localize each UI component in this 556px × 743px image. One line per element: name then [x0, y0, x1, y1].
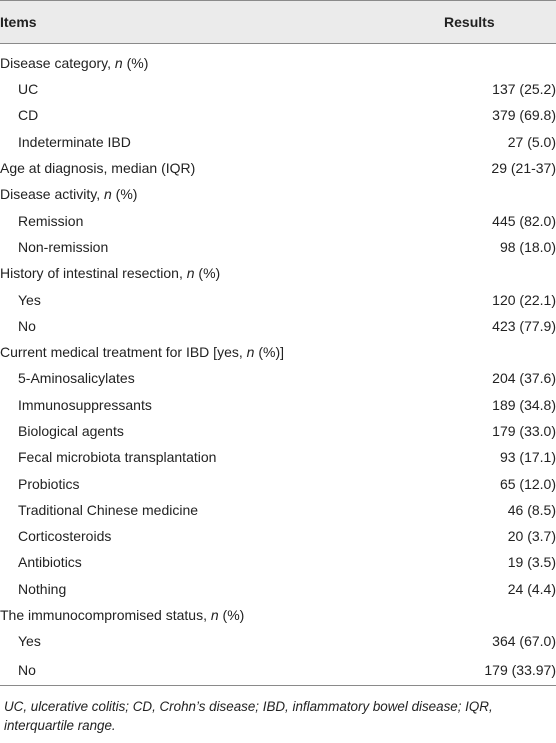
table-row	[0, 102, 556, 128]
item-cell	[0, 628, 444, 654]
table-row	[0, 418, 556, 444]
table-section-row	[0, 181, 556, 207]
item-cell	[0, 181, 444, 207]
result-cell: 423 (77.9)	[492, 317, 556, 334]
items-column-header: Items	[0, 1, 444, 44]
item-cell	[0, 470, 444, 496]
item-cell	[0, 392, 444, 418]
table-section-row	[0, 260, 556, 286]
result-cell	[444, 181, 556, 207]
result-cell: 364 (67.0)	[492, 633, 556, 650]
item-label-italic: n	[186, 265, 195, 282]
result-cell	[444, 339, 556, 365]
table-row	[0, 628, 556, 654]
table-row	[0, 576, 556, 602]
item-label-italic: n	[246, 344, 255, 361]
item-label: Remission	[18, 212, 84, 229]
item-label: Nothing	[18, 580, 67, 597]
item-label-suffix: (%)	[122, 55, 149, 71]
table-section-row	[0, 44, 556, 77]
table-row	[0, 523, 556, 549]
item-cell	[0, 155, 444, 181]
item-label: No	[18, 661, 36, 678]
item-label: History of intestinal resection,	[0, 265, 187, 282]
table-row	[0, 549, 556, 575]
item-label: The immunocompromised status,	[0, 607, 211, 624]
result-cell: 204 (37.6)	[492, 370, 556, 387]
item-cell	[0, 444, 444, 470]
item-cell	[0, 313, 444, 339]
item-label: UC	[18, 81, 39, 98]
result-cell: 93 (17.1)	[499, 449, 556, 466]
item-label: 5-Aminosalicylates	[18, 370, 135, 387]
item-cell	[0, 234, 444, 260]
result-cell	[444, 44, 556, 77]
item-label: Indeterminate IBD	[18, 133, 131, 150]
result-cell: 379 (69.8)	[492, 107, 556, 124]
result-cell: 20 (3.7)	[507, 528, 556, 545]
result-cell: 445 (82.0)	[492, 212, 556, 229]
result-cell: 19 (3.5)	[507, 554, 556, 571]
result-cell	[444, 602, 556, 628]
item-label: Yes	[18, 291, 41, 308]
item-label: Current medical treatment for IBD [yes,	[0, 344, 247, 361]
table-row	[0, 655, 556, 686]
item-label-italic: n	[210, 607, 219, 624]
table-row	[0, 365, 556, 391]
table-section-row	[0, 602, 556, 628]
item-label: Traditional Chinese medicine	[18, 501, 199, 518]
item-cell	[0, 339, 444, 365]
result-cell: 46 (8.5)	[507, 501, 556, 518]
table-body	[0, 44, 556, 686]
result-cell: 189 (34.8)	[492, 396, 556, 413]
table-row	[0, 444, 556, 470]
item-cell	[0, 102, 444, 128]
results-column-header: Results	[444, 1, 556, 44]
item-label-suffix: (%)	[218, 607, 245, 624]
item-label-italic: n	[104, 186, 112, 203]
item-label: Biological agents	[18, 423, 124, 439]
item-label: Non-remission	[18, 238, 109, 255]
item-label: Immunosuppressants	[18, 396, 152, 413]
table-row	[0, 497, 556, 523]
item-label-italic: n	[114, 55, 123, 71]
item-cell	[0, 207, 444, 233]
table-row	[0, 207, 556, 233]
result-cell: 179 (33.0)	[492, 423, 556, 439]
result-cell: 29 (21-37)	[491, 160, 556, 177]
result-cell: 98 (18.0)	[499, 238, 556, 255]
item-label: Fecal microbiota transplantation	[18, 449, 217, 466]
result-cell: 27 (5.0)	[507, 133, 556, 150]
table-row	[0, 313, 556, 339]
item-cell	[0, 497, 444, 523]
table-footnote: UC, ulcerative colitis; CD, Crohn’s disease; IBD, inflammatory bowel disease; IQR, interquartile range.	[4, 699, 493, 733]
item-label-suffix: (%)]	[254, 344, 284, 361]
table-row	[0, 234, 556, 260]
result-cell: 137 (25.2)	[492, 81, 556, 98]
item-cell	[0, 76, 444, 102]
result-cell: 120 (22.1)	[492, 291, 556, 308]
table-row	[0, 286, 556, 312]
item-cell	[0, 260, 444, 286]
item-cell	[0, 418, 444, 444]
item-cell	[0, 44, 444, 77]
item-cell	[0, 365, 444, 391]
table-section-row	[0, 155, 556, 181]
item-label: Disease category,	[0, 55, 115, 71]
item-label: Age at diagnosis, median (IQR)	[0, 160, 196, 177]
item-cell	[0, 576, 444, 602]
item-label-suffix: (%)	[194, 265, 221, 282]
item-cell	[0, 286, 444, 312]
table-row	[0, 470, 556, 496]
item-label-suffix: (%)	[111, 186, 138, 203]
table-section-row	[0, 339, 556, 365]
table-row	[0, 76, 556, 102]
result-cell: 179 (33.97)	[444, 655, 556, 686]
item-label: CD	[18, 107, 39, 124]
item-label: Yes	[18, 633, 41, 650]
item-label: Probiotics	[18, 475, 80, 492]
result-cell: 24 (4.4)	[507, 580, 556, 597]
item-cell	[0, 655, 444, 686]
item-label: No	[18, 317, 36, 334]
item-label: Corticosteroids	[18, 528, 112, 545]
item-cell	[0, 129, 444, 155]
item-label: Antibiotics	[18, 554, 82, 571]
result-cell: 65 (12.0)	[499, 475, 556, 492]
table-row	[0, 392, 556, 418]
table-header-row	[0, 1, 556, 44]
item-cell	[0, 523, 444, 549]
result-cell	[444, 260, 556, 286]
item-cell	[0, 549, 444, 575]
table-row	[0, 129, 556, 155]
item-label: Disease activity,	[0, 186, 104, 203]
item-cell	[0, 602, 444, 628]
